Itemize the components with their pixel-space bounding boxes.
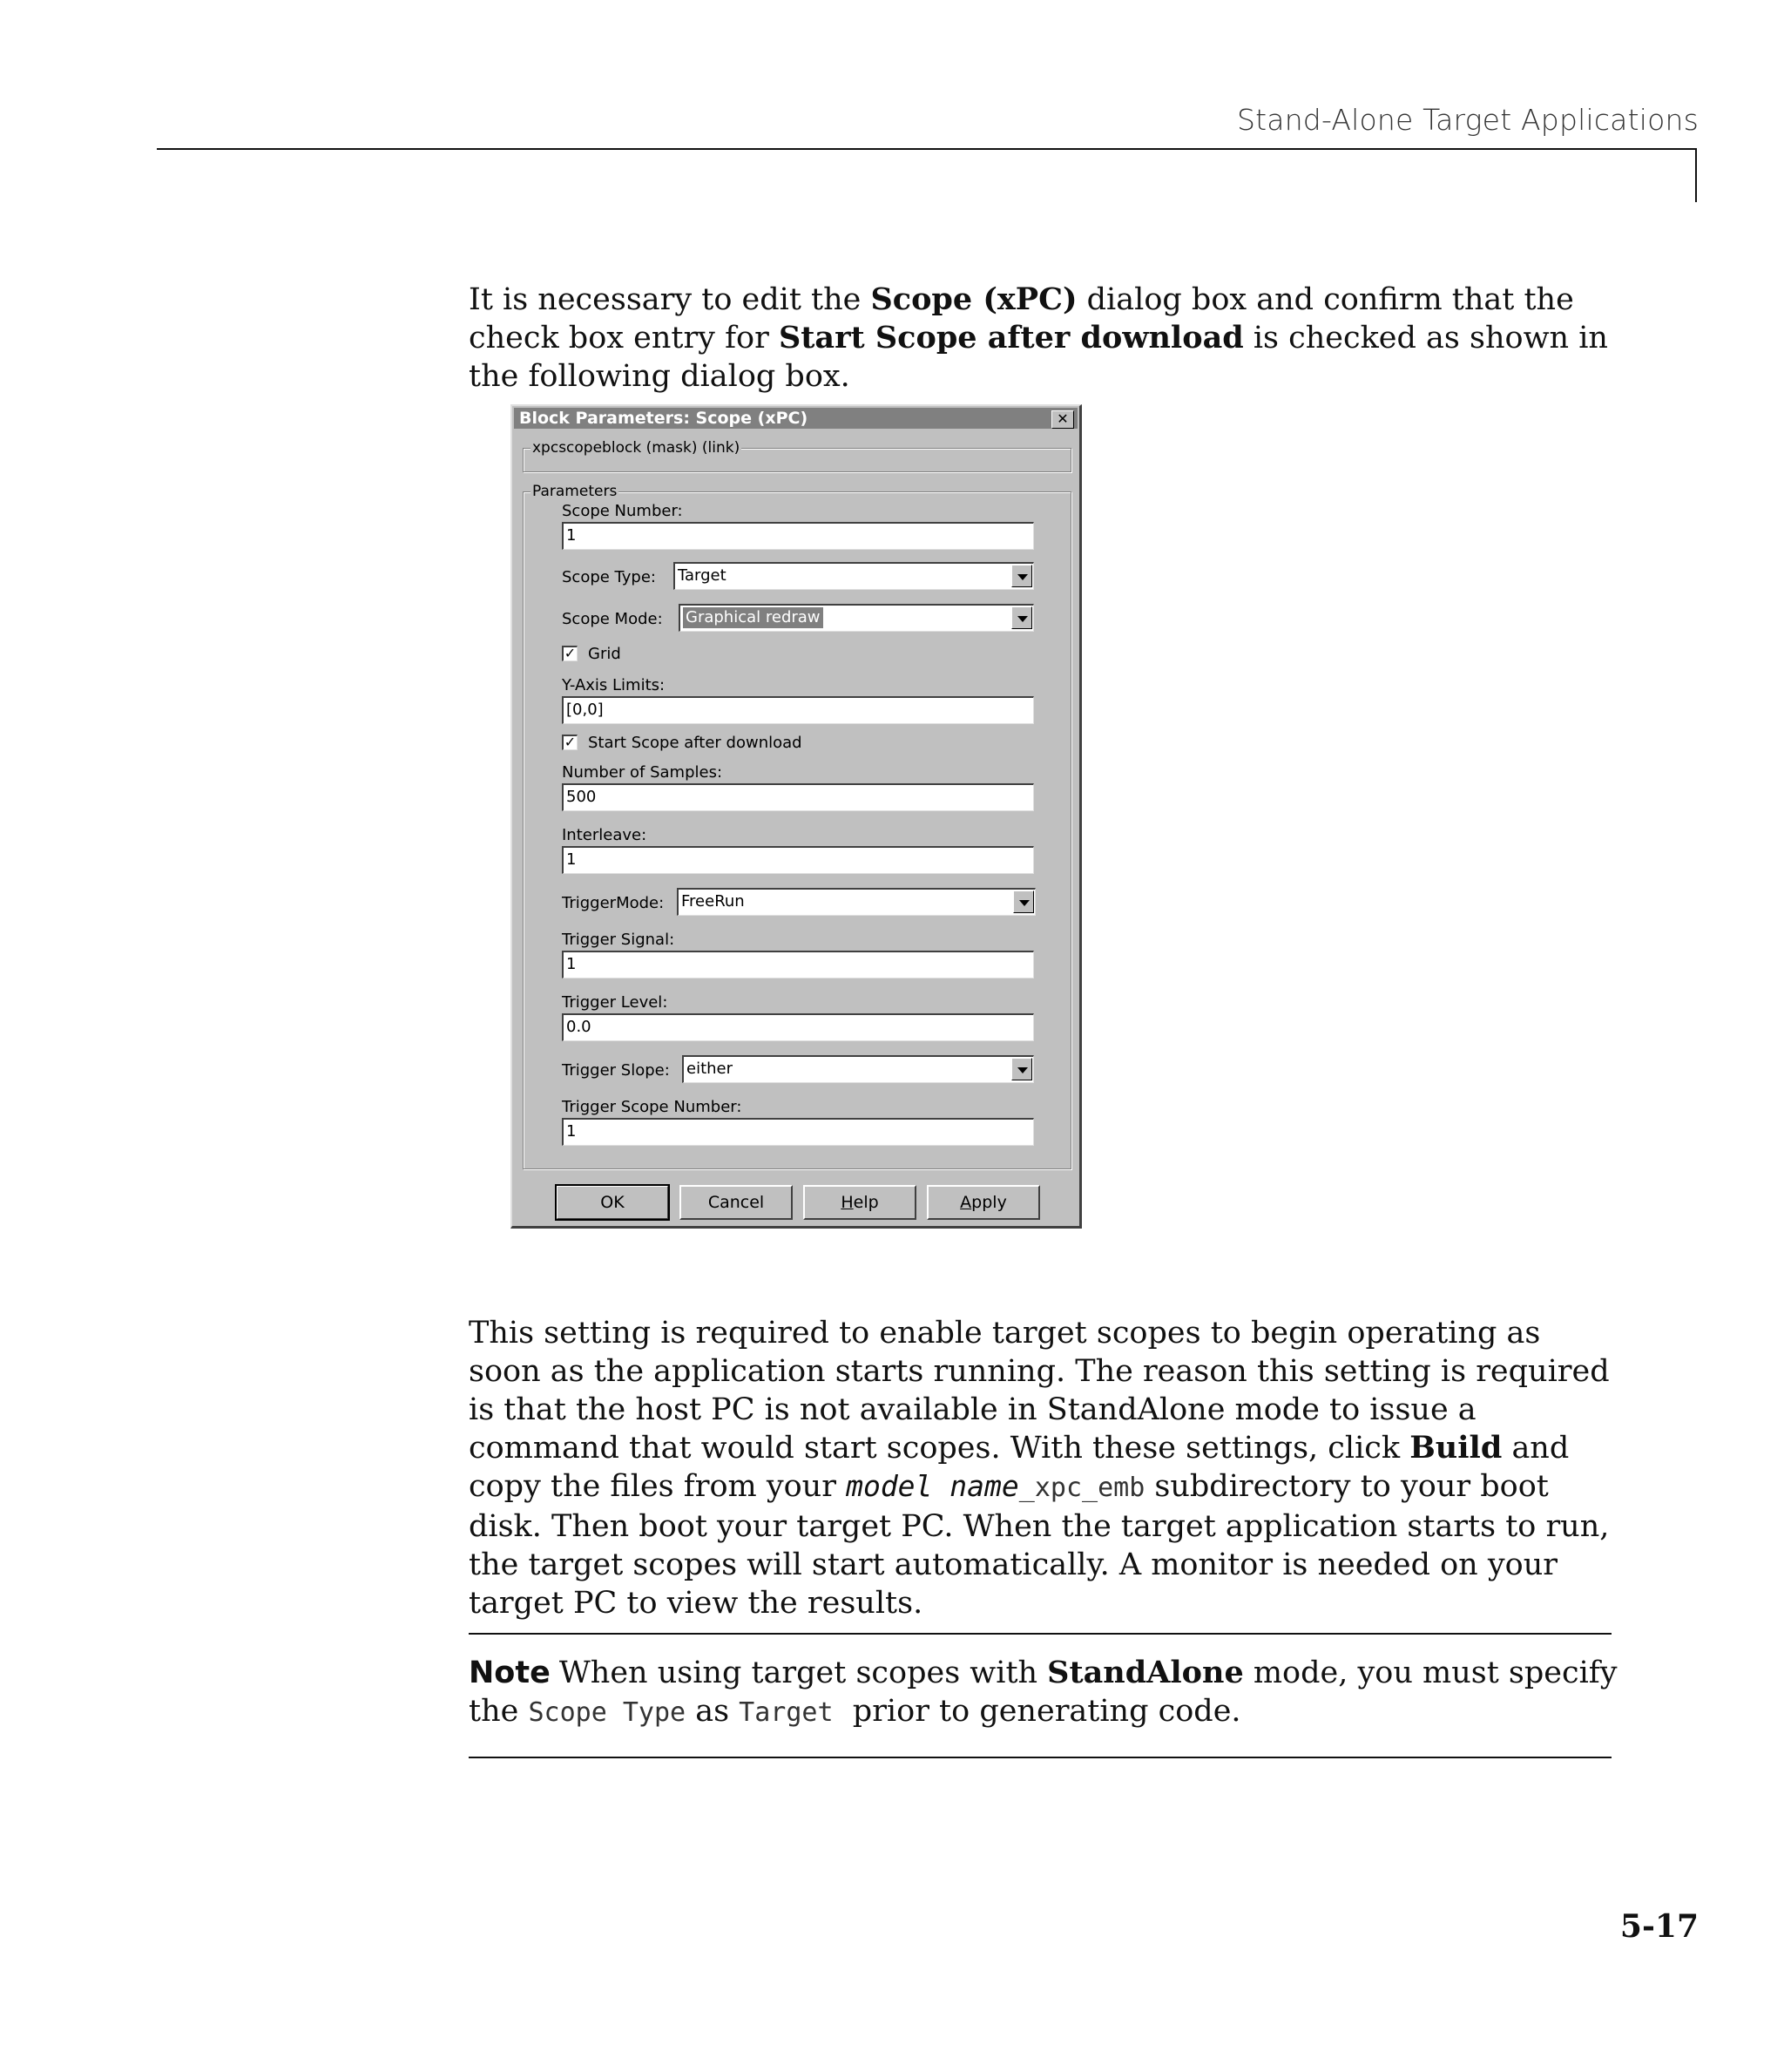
header-rule xyxy=(157,148,1697,150)
number-of-samples-input[interactable]: 500 xyxy=(562,783,1034,811)
para2-text-3: subdirectory to your boot disk. Then boot your target PC. When the target application starts to run, the target scopes will start automatically. A monitor is needed on your target PC to view the results. xyxy=(469,1469,1610,1621)
close-button[interactable] xyxy=(1051,410,1074,429)
trigger-slope-select[interactable] xyxy=(682,1055,1034,1083)
trigger-level-input[interactable]: 0.0 xyxy=(562,1013,1034,1041)
checkmark-icon: ✓ xyxy=(564,734,577,750)
trigger-mode-label: TriggerMode: xyxy=(562,894,665,912)
note-text-1: When using target scopes with xyxy=(558,1656,1048,1690)
apply-label-rest: pply xyxy=(971,1193,1007,1212)
header-title: Stand-Alone Target Applications xyxy=(1236,103,1699,137)
apply-button[interactable] xyxy=(927,1185,1040,1220)
intro-bold-start-scope: Start Scope after download xyxy=(778,320,1244,355)
intro-text-1: It is necessary to edit the xyxy=(469,282,871,317)
scope-mode-label: Scope Mode: xyxy=(562,610,663,628)
intro-text-3: is checked as shown in the following dialog box. xyxy=(469,321,1608,394)
block-parameters-dialog xyxy=(510,404,1082,1229)
header-tick xyxy=(1695,148,1697,202)
note-bottom-rule xyxy=(469,1757,1612,1758)
parameters-label: Parameters xyxy=(532,483,618,500)
help-button[interactable] xyxy=(803,1185,916,1220)
intro-paragraph xyxy=(469,281,1618,396)
para2-text-1: This setting is required to enable target scopes to begin operating as soon as the application starts running. The reason this setting is required is that the host PC is not available in StandAlone mode to issue a command that would start scopes. With these settings, click xyxy=(469,1316,1610,1466)
help-mnemonic: H xyxy=(841,1193,854,1212)
scope-type-value: Target xyxy=(678,566,726,585)
dialog-titlebar xyxy=(514,408,1078,429)
intro-bold-scope: Scope (xPC) xyxy=(870,281,1078,317)
y-axis-limits-input[interactable]: [0,0] xyxy=(562,696,1034,724)
note-text-4: prior to generating code. xyxy=(833,1694,1241,1729)
scope-mode-select[interactable] xyxy=(679,604,1034,632)
parameters-groupbox xyxy=(523,483,1071,1169)
chevron-down-icon[interactable] xyxy=(1011,606,1032,629)
close-icon: ✕ xyxy=(1057,410,1069,427)
note-code-target: Target xyxy=(739,1697,834,1728)
grid-label: Grid xyxy=(588,645,621,663)
chevron-down-icon[interactable] xyxy=(1011,565,1032,587)
start-scope-label: Start Scope after download xyxy=(588,734,802,752)
note-label: Note xyxy=(469,1656,551,1690)
number-of-samples-label: Number of Samples: xyxy=(562,763,723,782)
note-box xyxy=(469,1654,1618,1732)
page-number: 5-17 xyxy=(1619,1908,1699,1945)
scope-type-select[interactable] xyxy=(673,562,1034,590)
intro-text-2: dialog box and confirm that the check box entry for xyxy=(469,282,1574,355)
interleave-input[interactable]: 1 xyxy=(562,846,1034,874)
ok-button[interactable]: OK xyxy=(556,1185,669,1220)
scope-number-input[interactable]: 1 xyxy=(562,522,1034,550)
trigger-mode-value: FreeRun xyxy=(681,892,745,911)
chevron-down-icon[interactable] xyxy=(1011,1058,1032,1080)
trigger-slope-value: either xyxy=(686,1060,733,1078)
trigger-mode-select[interactable] xyxy=(677,888,1036,916)
trigger-signal-label: Trigger Signal: xyxy=(562,931,675,949)
trigger-level-label: Trigger Level: xyxy=(562,993,668,1012)
scope-number-label: Scope Number: xyxy=(562,502,683,520)
apply-mnemonic: A xyxy=(960,1193,972,1212)
note-code-scope-type: Scope Type xyxy=(528,1697,686,1728)
checkmark-icon: ✓ xyxy=(564,645,577,661)
dialog-title: Block Parameters: Scope (xPC) xyxy=(519,409,808,428)
trigger-scope-number-input[interactable]: 1 xyxy=(562,1118,1034,1146)
scope-mode-value: Graphical redraw xyxy=(683,607,823,628)
interleave-label: Interleave: xyxy=(562,826,647,844)
setting-paragraph xyxy=(469,1314,1618,1622)
y-axis-limits-label: Y-Axis Limits: xyxy=(562,676,666,694)
para2-bold-build: Build xyxy=(1409,1430,1503,1466)
note-text-2: mode, you must specify the xyxy=(469,1656,1618,1729)
trigger-slope-label: Trigger Slope: xyxy=(562,1061,670,1080)
chevron-down-icon[interactable] xyxy=(1013,890,1034,913)
cancel-button[interactable]: Cancel xyxy=(679,1185,793,1220)
start-scope-checkbox[interactable] xyxy=(562,735,578,750)
para2-text-2: and copy the files from your xyxy=(469,1431,1570,1504)
trigger-signal-input[interactable]: 1 xyxy=(562,951,1034,978)
scope-type-label: Scope Type: xyxy=(562,568,656,586)
note-bold-standalone: StandAlone xyxy=(1047,1655,1244,1690)
help-label-rest: elp xyxy=(853,1193,879,1212)
mask-groupbox xyxy=(523,439,1071,472)
trigger-scope-number-label: Trigger Scope Number: xyxy=(562,1098,742,1116)
mask-label: xpcscopeblock (mask) (link) xyxy=(532,439,740,457)
para2-xpc-emb: _xpc_emb xyxy=(1018,1473,1145,1503)
note-top-rule xyxy=(469,1633,1612,1635)
para2-model-name: model name xyxy=(846,1469,1019,1503)
grid-checkbox[interactable] xyxy=(562,646,578,661)
note-text-3: as xyxy=(686,1694,740,1729)
